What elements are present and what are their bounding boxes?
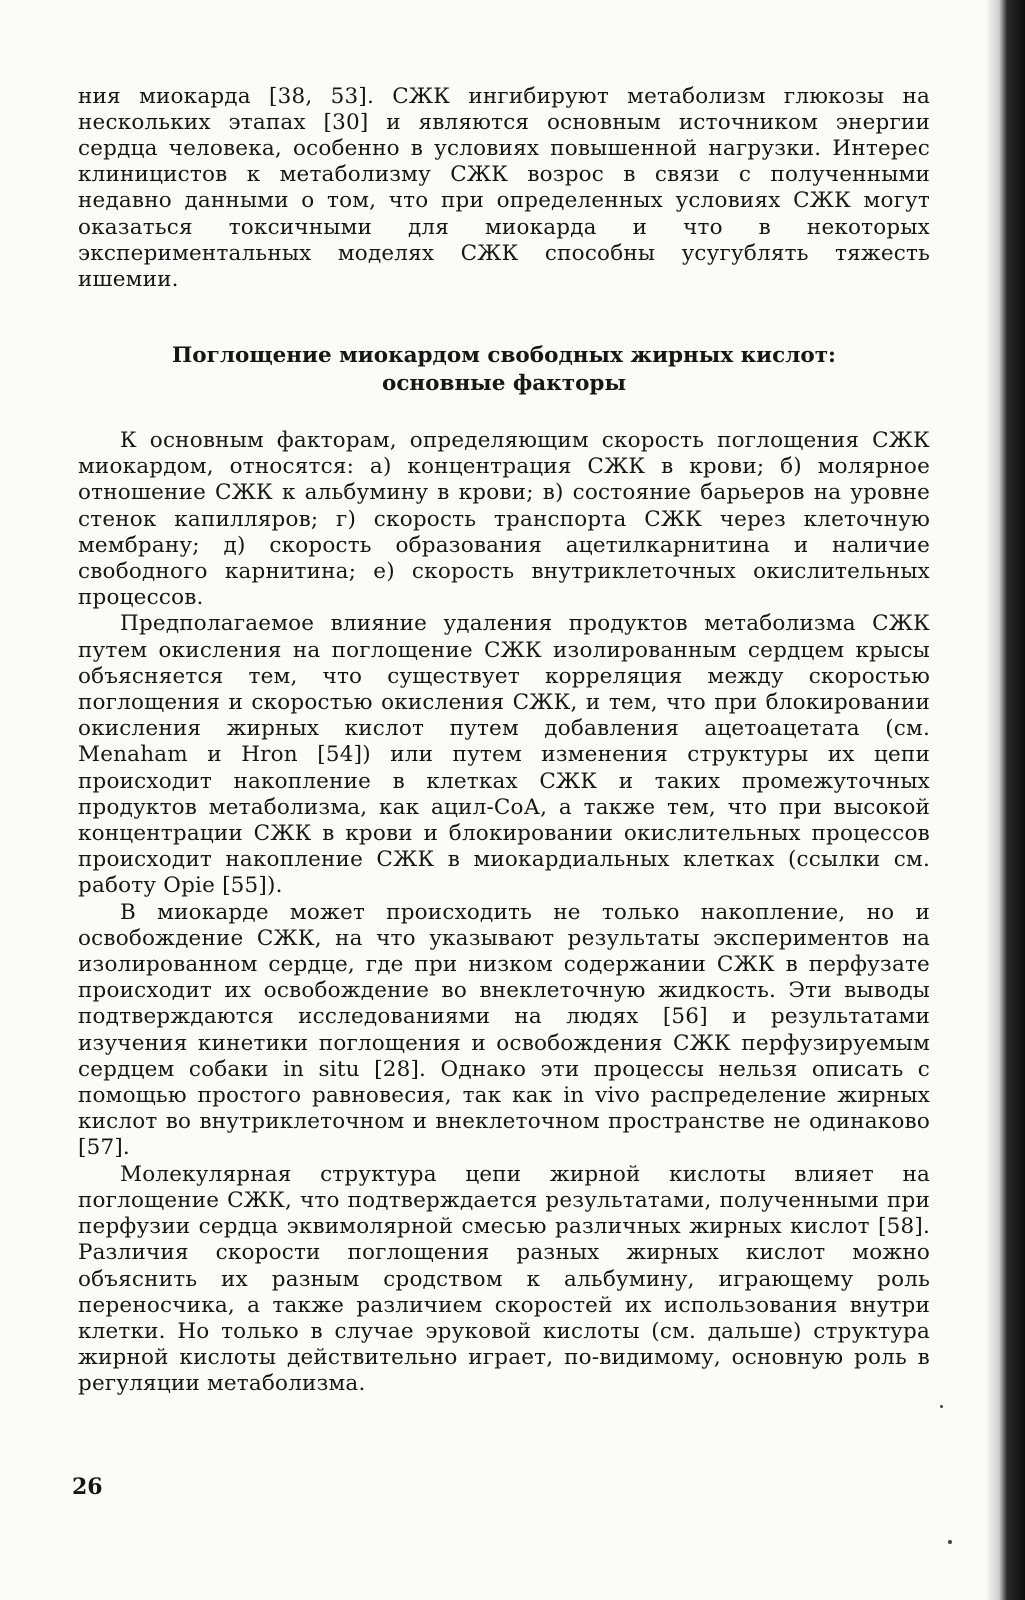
paragraph-molecular-structure: Молекулярная структура цепи жирной кислоты влияет на поглощение СЖК, что подтверждается результатами, полученными при перфузии сердца эквимолярной смесью различных жирных кислот [58]. Различия скорости поглощения разных жирных кислот можно объяснить их разным сродством к альбумину, играющему роль переносчика, а также различием скоростей их использования внутри клетки. Но только в случае эруковой кислоты (см. дальше) структура жирной кислоты действительно играет, по-видимому, основную роль в регуляции метаболизма. [78,1161,930,1397]
print-speck [940,1405,943,1408]
section-heading-line-1: Поглощение миокардом свободных жирных кислот: [172,343,836,368]
page-number: 26 [72,1474,103,1500]
paragraph-factors: К основным факторам, определяющим скорость поглощения СЖК миокардом, относятся: а) концентрация СЖК в крови; б) молярное отношение СЖК к альбумину в крови; в) состояние барьеров на уровне стенок капилляров; г) скорость транспорта СЖК через клеточную мембрану; д) скорость образования ацетилкарнитина и наличие свободного карнитина; е) скорость внутриклеточных окислительных процессов. [78,428,930,611]
section-heading [78,342,930,398]
print-speck [948,1540,952,1544]
paragraph-oxidation: Предполагаемое влияние удаления продуктов метаболизма СЖК путем окисления на поглощение СЖК изолированным сердцем крысы объясняется тем, что существует корреляция между скоростью поглощения и скоростью окисления СЖК, и тем, что при блокировании окисления жирных кислот путем добавления ацетоацетата (см. Menaham и Hron [54]) или путем изменения структуры их цепи происходит накопление в клетках СЖК и таких промежуточных продуктов метаболизма, как ацил-СоА, а также тем, что при высокой концентрации СЖК в крови и блокировании окислительных процессов происходит накопление СЖК в миокардиальных клетках (ссылки см. работу Opie [55]). [78,611,930,899]
section-body [78,428,930,1398]
continued-paragraph: ния миокарда [38, 53]. СЖК ингибируют метаболизм глюкозы на нескольких этапах [30] и являются основным источником энергии сердца человека, особенно в условиях повышенной нагрузки. Интерес клиницистов к метаболизму СЖК возрос в связи с полученными недавно данными о том, что при определенных условиях СЖК могут оказаться токсичными для миокарда и что в некоторых экспериментальных моделях СЖК способны усугублять тяжесть ишемии. [78,83,930,292]
paragraph-release: В миокарде может происходить не только накопление, но и освобождение СЖК, на что указывают результаты экспериментов на изолированном сердце, где при низком содержании СЖК в перфузате происходит их освобождение во внеклеточную жидкость. Эти выводы подтверждаются исследованиями на людях [56] и результатами изучения кинетики поглощения и освобождения СЖК перфузируемым сердцем собаки in situ [28]. Однако эти процессы нельзя описать с помощью простого равновесия, так как in vivo распределение жирных кислот во внутриклеточном и внеклеточном пространстве не одинаково [57]. [78,899,930,1161]
binding-shadow [985,0,1025,1600]
section-heading-line-2: основные факторы [382,371,626,396]
